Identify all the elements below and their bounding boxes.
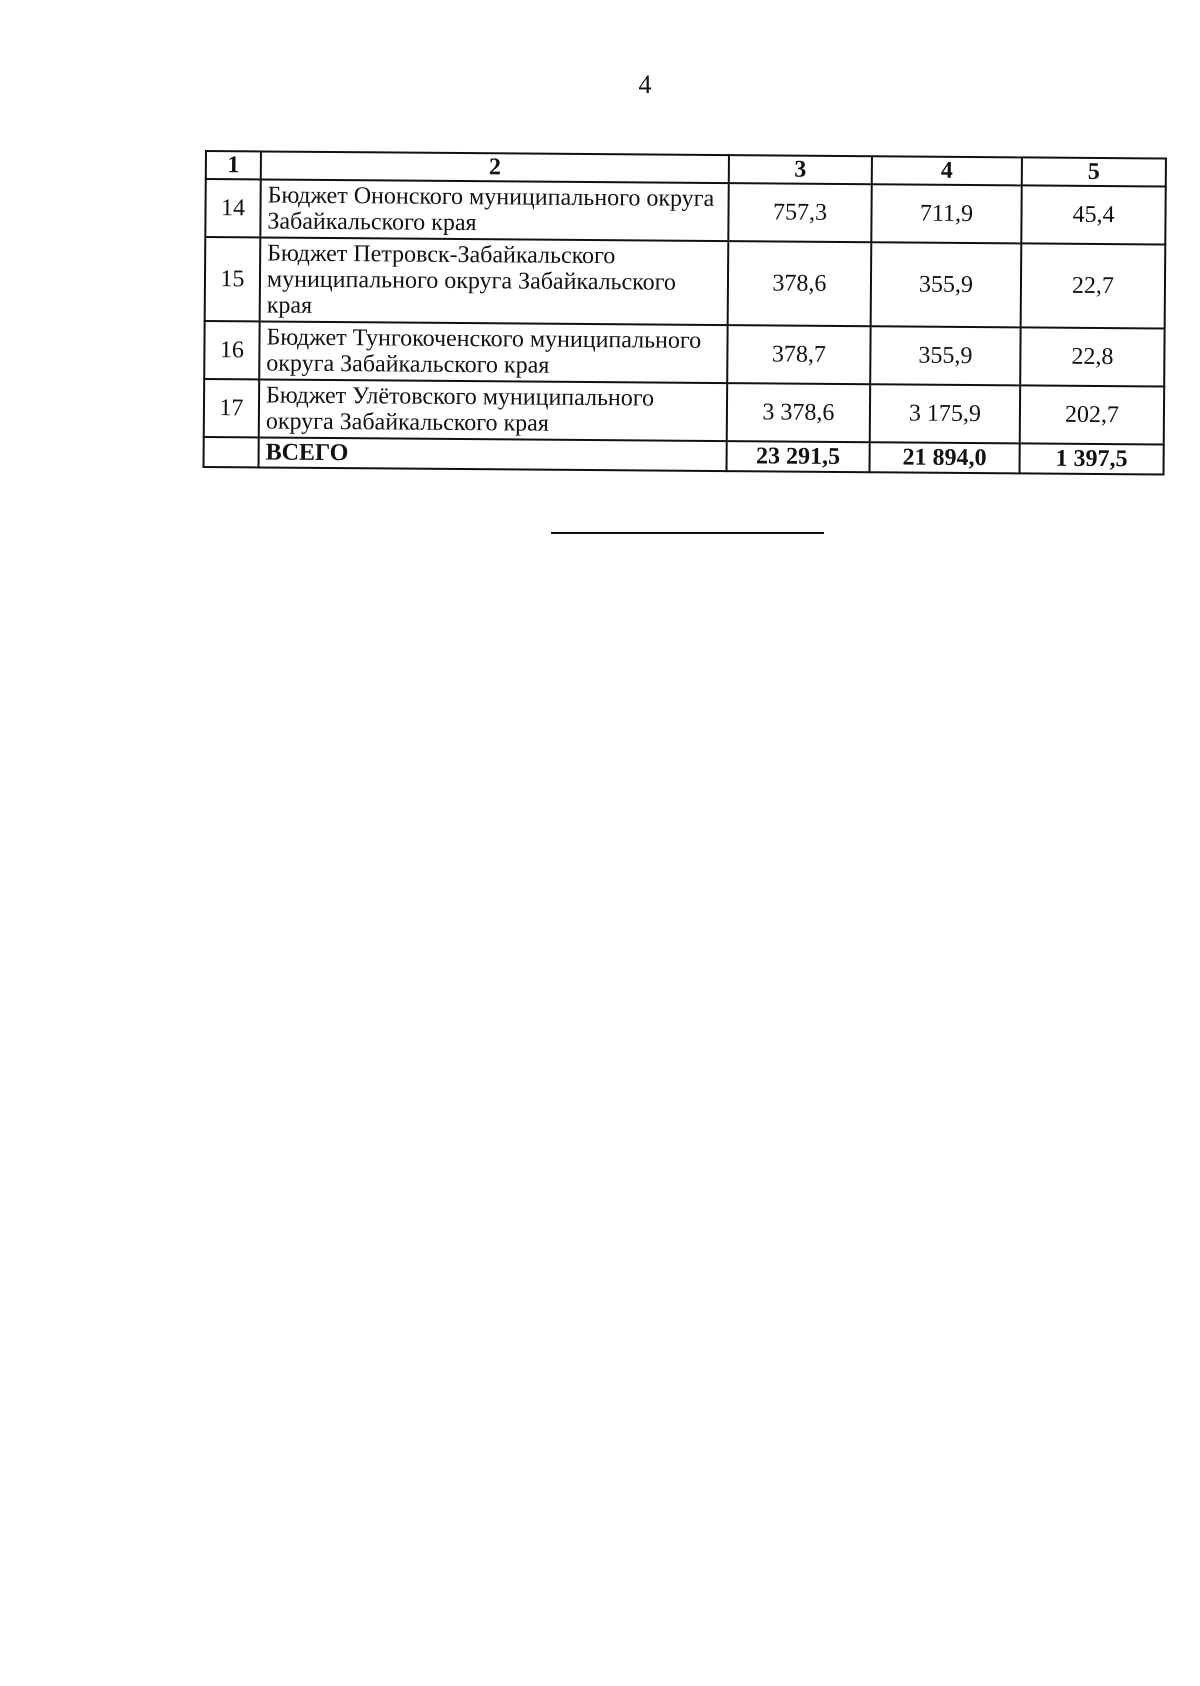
table-row	[204, 379, 1164, 445]
budget-name: Бюджет Улётовского муниципального округа Забайкальского края	[259, 379, 727, 441]
column-header: 5	[1022, 157, 1166, 186]
value-col3: 378,7	[727, 325, 870, 384]
value-col3: 378,6	[728, 241, 872, 326]
total-col3: 23 291,5	[726, 441, 869, 472]
budget-table-container	[203, 150, 1165, 476]
row-number: 15	[205, 237, 261, 321]
value-col4: 3 175,9	[870, 384, 1020, 443]
budget-name: Бюджет Петровск-Забайкальского муниципального округа Забайкальского края	[260, 237, 729, 325]
budget-name: Бюджет Тунгокоченского муниципального округа Забайкальского края	[259, 321, 727, 383]
row-number: 14	[205, 179, 260, 237]
budget-table	[203, 150, 1167, 476]
table-row	[205, 179, 1165, 245]
value-col5: 22,8	[1020, 327, 1164, 386]
value-col4: 711,9	[871, 184, 1021, 243]
page-number: 4	[638, 70, 652, 99]
value-col5: 22,7	[1021, 243, 1166, 328]
column-header: 1	[206, 151, 261, 179]
total-col4: 21 894,0	[869, 442, 1019, 473]
value-col3: 757,3	[728, 183, 871, 242]
end-of-document-rule	[551, 532, 824, 534]
value-col3: 3 378,6	[727, 383, 870, 442]
row-number: 16	[204, 321, 259, 379]
table-row	[204, 321, 1164, 387]
total-row	[204, 437, 1164, 475]
total-label: ВСЕГО	[259, 437, 727, 471]
value-col4: 355,9	[870, 326, 1020, 385]
total-col5: 1 397,5	[1019, 443, 1163, 474]
value-col5: 202,7	[1020, 385, 1164, 444]
value-col4: 355,9	[871, 242, 1022, 327]
row-number: 17	[204, 379, 259, 437]
table-row	[205, 237, 1166, 329]
budget-name: Бюджет Ононского муниципального округа Забайкальского края	[260, 179, 728, 241]
value-col5: 45,4	[1021, 185, 1165, 244]
column-header: 4	[872, 156, 1022, 185]
column-header: 2	[261, 151, 729, 183]
total-number-cell	[204, 437, 259, 467]
column-header: 3	[729, 155, 872, 184]
